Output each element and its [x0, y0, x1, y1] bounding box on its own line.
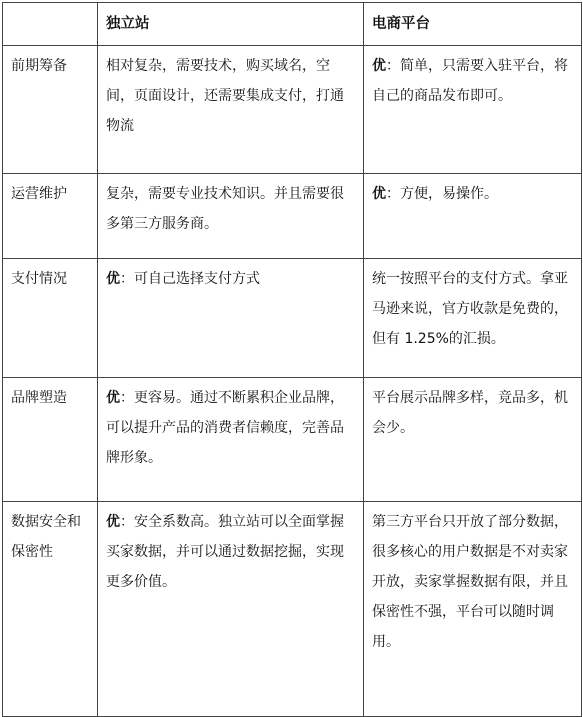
header-corner-cell [3, 3, 98, 46]
platform-cell [364, 174, 582, 259]
table-header-row [3, 3, 582, 46]
cell-text: ：方便，易操作。 [386, 186, 498, 202]
cell-text: 统一按照平台的支付方式。拿亚马逊来说，官方收款是免费的，但有 1.25%的汇损。 [372, 271, 568, 347]
table-row [3, 378, 582, 502]
cell-text: 复杂，需要专业技术知识。并且需要很多第三方服务商。 [106, 186, 344, 232]
independent-cell [98, 502, 364, 717]
header-independent-site: 独立站 [98, 3, 364, 46]
cell-text: 平台展示品牌多样，竞品多，机会少。 [372, 390, 568, 436]
cell-text: ：安全系数高。独立站可以全面掌握买家数据，并可以通过数据挖掘，实现更多价值。 [106, 514, 344, 590]
advantage-marker: 优 [372, 186, 386, 202]
row-label: 前期筹备 [3, 46, 98, 174]
cell-text: ：更容易。通过不断累积企业品牌，可以提升产品的消费者信赖度，完善品牌形象。 [106, 390, 344, 466]
row-label: 支付情况 [3, 259, 98, 378]
header-ecommerce-platform: 电商平台 [364, 3, 582, 46]
independent-cell [98, 46, 364, 174]
table-row [3, 259, 582, 378]
comparison-table [2, 2, 582, 717]
independent-cell [98, 378, 364, 502]
platform-cell [364, 378, 582, 502]
advantage-marker: 优 [372, 58, 386, 74]
table-row [3, 502, 582, 717]
cell-text: ：简单，只需要入驻平台，将自己的商品发布即可。 [372, 58, 568, 104]
platform-cell [364, 502, 582, 717]
row-label: 品牌塑造 [3, 378, 98, 502]
independent-cell [98, 259, 364, 378]
advantage-marker: 优 [106, 514, 120, 530]
cell-text: ：可自己选择支付方式 [120, 271, 260, 287]
advantage-marker: 优 [106, 271, 120, 287]
cell-text: 第三方平台只开放了部分数据，很多核心的用户数据是不对卖家开放，卖家掌握数据有限，并且保密性不强，平台可以随时调用。 [372, 514, 568, 650]
independent-cell [98, 174, 364, 259]
advantage-marker: 优 [106, 390, 120, 406]
platform-cell [364, 259, 582, 378]
platform-cell [364, 46, 582, 174]
table-row [3, 46, 582, 174]
row-label: 运营维护 [3, 174, 98, 259]
cell-text: 相对复杂，需要技术，购买域名，空间，页面设计，还需要集成支付，打通物流 [106, 58, 344, 134]
row-label: 数据安全和保密性 [3, 502, 98, 717]
table-row [3, 174, 582, 259]
